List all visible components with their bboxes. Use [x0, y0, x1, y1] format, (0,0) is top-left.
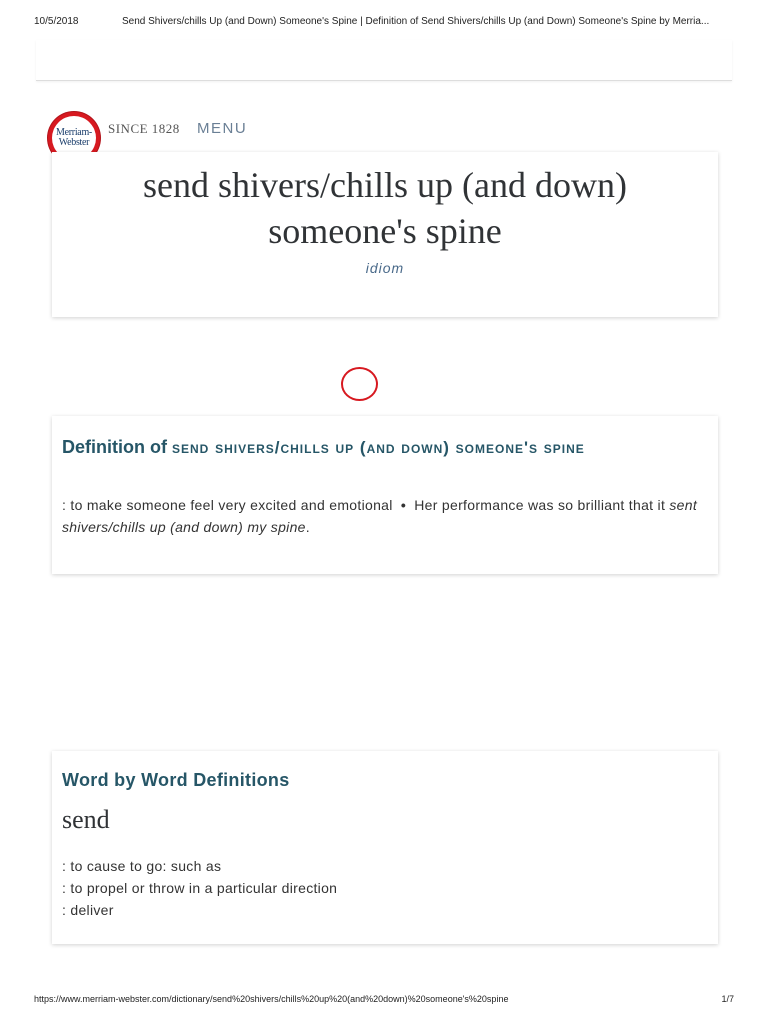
since-label: SINCE 1828: [108, 121, 180, 136]
top-bar: [36, 40, 732, 81]
logo-line1: Merriam-: [56, 127, 92, 138]
part-of-speech[interactable]: idiom: [365, 260, 405, 276]
definition-meaning: : to make someone feel very excited and emotional: [62, 497, 393, 513]
headword-card: [52, 152, 718, 317]
sense-item: : to cause to go: such as: [62, 858, 222, 874]
print-url: https://www.merriam-webster.com/dictionary/send%20shivers/chills%20up%20(and%20down)%20someone's%20spine: [34, 994, 509, 1004]
example-bullet: •: [400, 497, 407, 513]
word-by-word-title: Word by Word Definitions: [62, 770, 290, 790]
definition-title-prefix: Definition of: [62, 437, 167, 457]
word-by-word-card: [52, 751, 718, 944]
headword-line1: send shivers/chills up (and down): [143, 165, 627, 205]
definition-title: [62, 436, 698, 459]
sense-item: : deliver: [62, 902, 114, 918]
definition-card: [52, 416, 718, 574]
headword-line2: someone's spine: [268, 211, 502, 251]
headword: [52, 158, 718, 254]
print-date: 10/5/2018: [34, 16, 79, 27]
ad-placeholder-circle: [341, 367, 378, 401]
menu-button[interactable]: MENU: [197, 120, 248, 137]
example-phrase: sent shivers/chills up (and down) my spine: [62, 497, 698, 535]
sense-item: : to propel or throw in a particular direction: [62, 880, 338, 896]
example-pre: Her performance was so brilliant that it: [414, 497, 666, 513]
definition-title-phrase: send shivers/chills up (and down) someone's spine: [172, 438, 585, 457]
print-page-title: Send Shivers/chills Up (and Down) Someone's Spine | Definition of Send Shivers/chills Up (and Down) Someone's Spine by Merria...: [122, 16, 710, 27]
page-number: 1/7: [721, 994, 734, 1004]
example-post: .: [305, 519, 310, 535]
sense-list: [62, 855, 337, 921]
definition-text: [62, 494, 706, 538]
word-by-word-headword[interactable]: send: [62, 805, 110, 834]
logo-line2: Webster: [58, 137, 90, 148]
